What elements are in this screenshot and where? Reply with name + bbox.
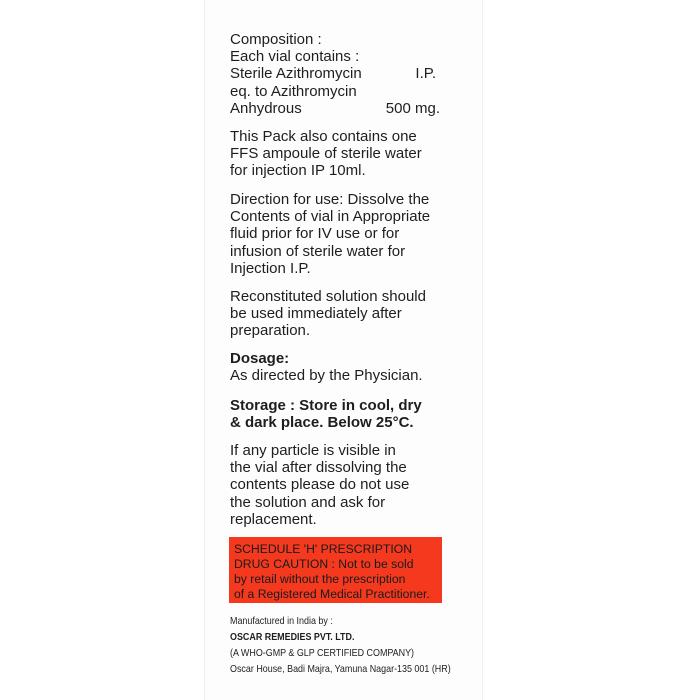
composition-line-3: eq. to Azithromycin	[230, 82, 357, 100]
reconstituted-line	[230, 305, 432, 322]
composition-line-4-left: Anhydrous	[230, 99, 302, 117]
composition-line-2-left: Sterile Azithromycin	[230, 65, 362, 83]
storage-line: Storage : Store in cool, dry	[230, 397, 422, 414]
manufacturer-address: Oscar House, Badi Majra, Yamuna Nagar-135 001 (HR)	[230, 664, 451, 675]
caution-line: by retail without the prescription	[234, 572, 406, 586]
pack-line: This Pack also contains one	[230, 128, 417, 145]
storage-line: & dark place. Below 25°C.	[230, 414, 414, 432]
pack-section	[230, 128, 466, 180]
pack-line: FFS ampoule of sterile water	[230, 145, 422, 163]
manufacturer-label: Manufactured in India by :	[230, 616, 333, 627]
dosage-heading: Dosage:	[230, 350, 290, 367]
composition-heading: Composition :	[230, 31, 322, 48]
direction-line: infusion of sterile water for	[230, 242, 406, 260]
storage-section	[230, 397, 466, 431]
direction-line: Injection I.P.	[230, 259, 311, 277]
particle-line: replacement.	[230, 510, 317, 528]
composition-section	[230, 31, 466, 117]
particle-line: the solution and ask for	[230, 493, 386, 511]
manufacturer-certification: (A WHO-GMP & GLP CERTIFIED COMPANY)	[230, 648, 415, 659]
composition-line-2	[230, 65, 436, 82]
composition-line-4	[230, 100, 440, 117]
caution-line: DRUG CAUTION : Not to be sold	[234, 557, 414, 571]
caution-line: of a Registered Medical Practitioner.	[234, 587, 430, 601]
particle-line: the vial after dissolving the	[230, 459, 407, 477]
direction-section	[230, 191, 466, 277]
dosage-text: As directed by the Physician.	[230, 367, 423, 385]
caution-line: SCHEDULE 'H' PRESCRIPTION	[234, 542, 413, 556]
composition-line-4-right: 500 mg.	[385, 99, 440, 117]
particle-line: contents please do not use	[230, 476, 410, 494]
pack-line: for injection IP 10ml.	[230, 162, 366, 180]
composition-line-2-right: I.P.	[415, 65, 436, 83]
direction-line: fluid prior for IV use or for	[230, 225, 400, 243]
reconstituted-line-text: be used immediately after	[230, 305, 402, 323]
reconstituted-section	[230, 288, 466, 340]
reconstituted-line: Reconstituted solution should	[230, 288, 426, 305]
particle-line: If any particle is visible in	[230, 442, 396, 459]
particle-section	[230, 442, 466, 528]
manufacturer-name: OSCAR REMEDIES PVT. LTD.	[230, 632, 355, 643]
direction-line: Contents of vial in Appropriate	[230, 208, 431, 226]
direction-line: Direction for use: Dissolve the	[230, 191, 430, 208]
reconstituted-line: preparation.	[230, 322, 311, 340]
composition-line-1: Each vial contains :	[230, 48, 360, 66]
dosage-section	[230, 350, 466, 384]
schedule-h-caution-box	[229, 537, 442, 603]
